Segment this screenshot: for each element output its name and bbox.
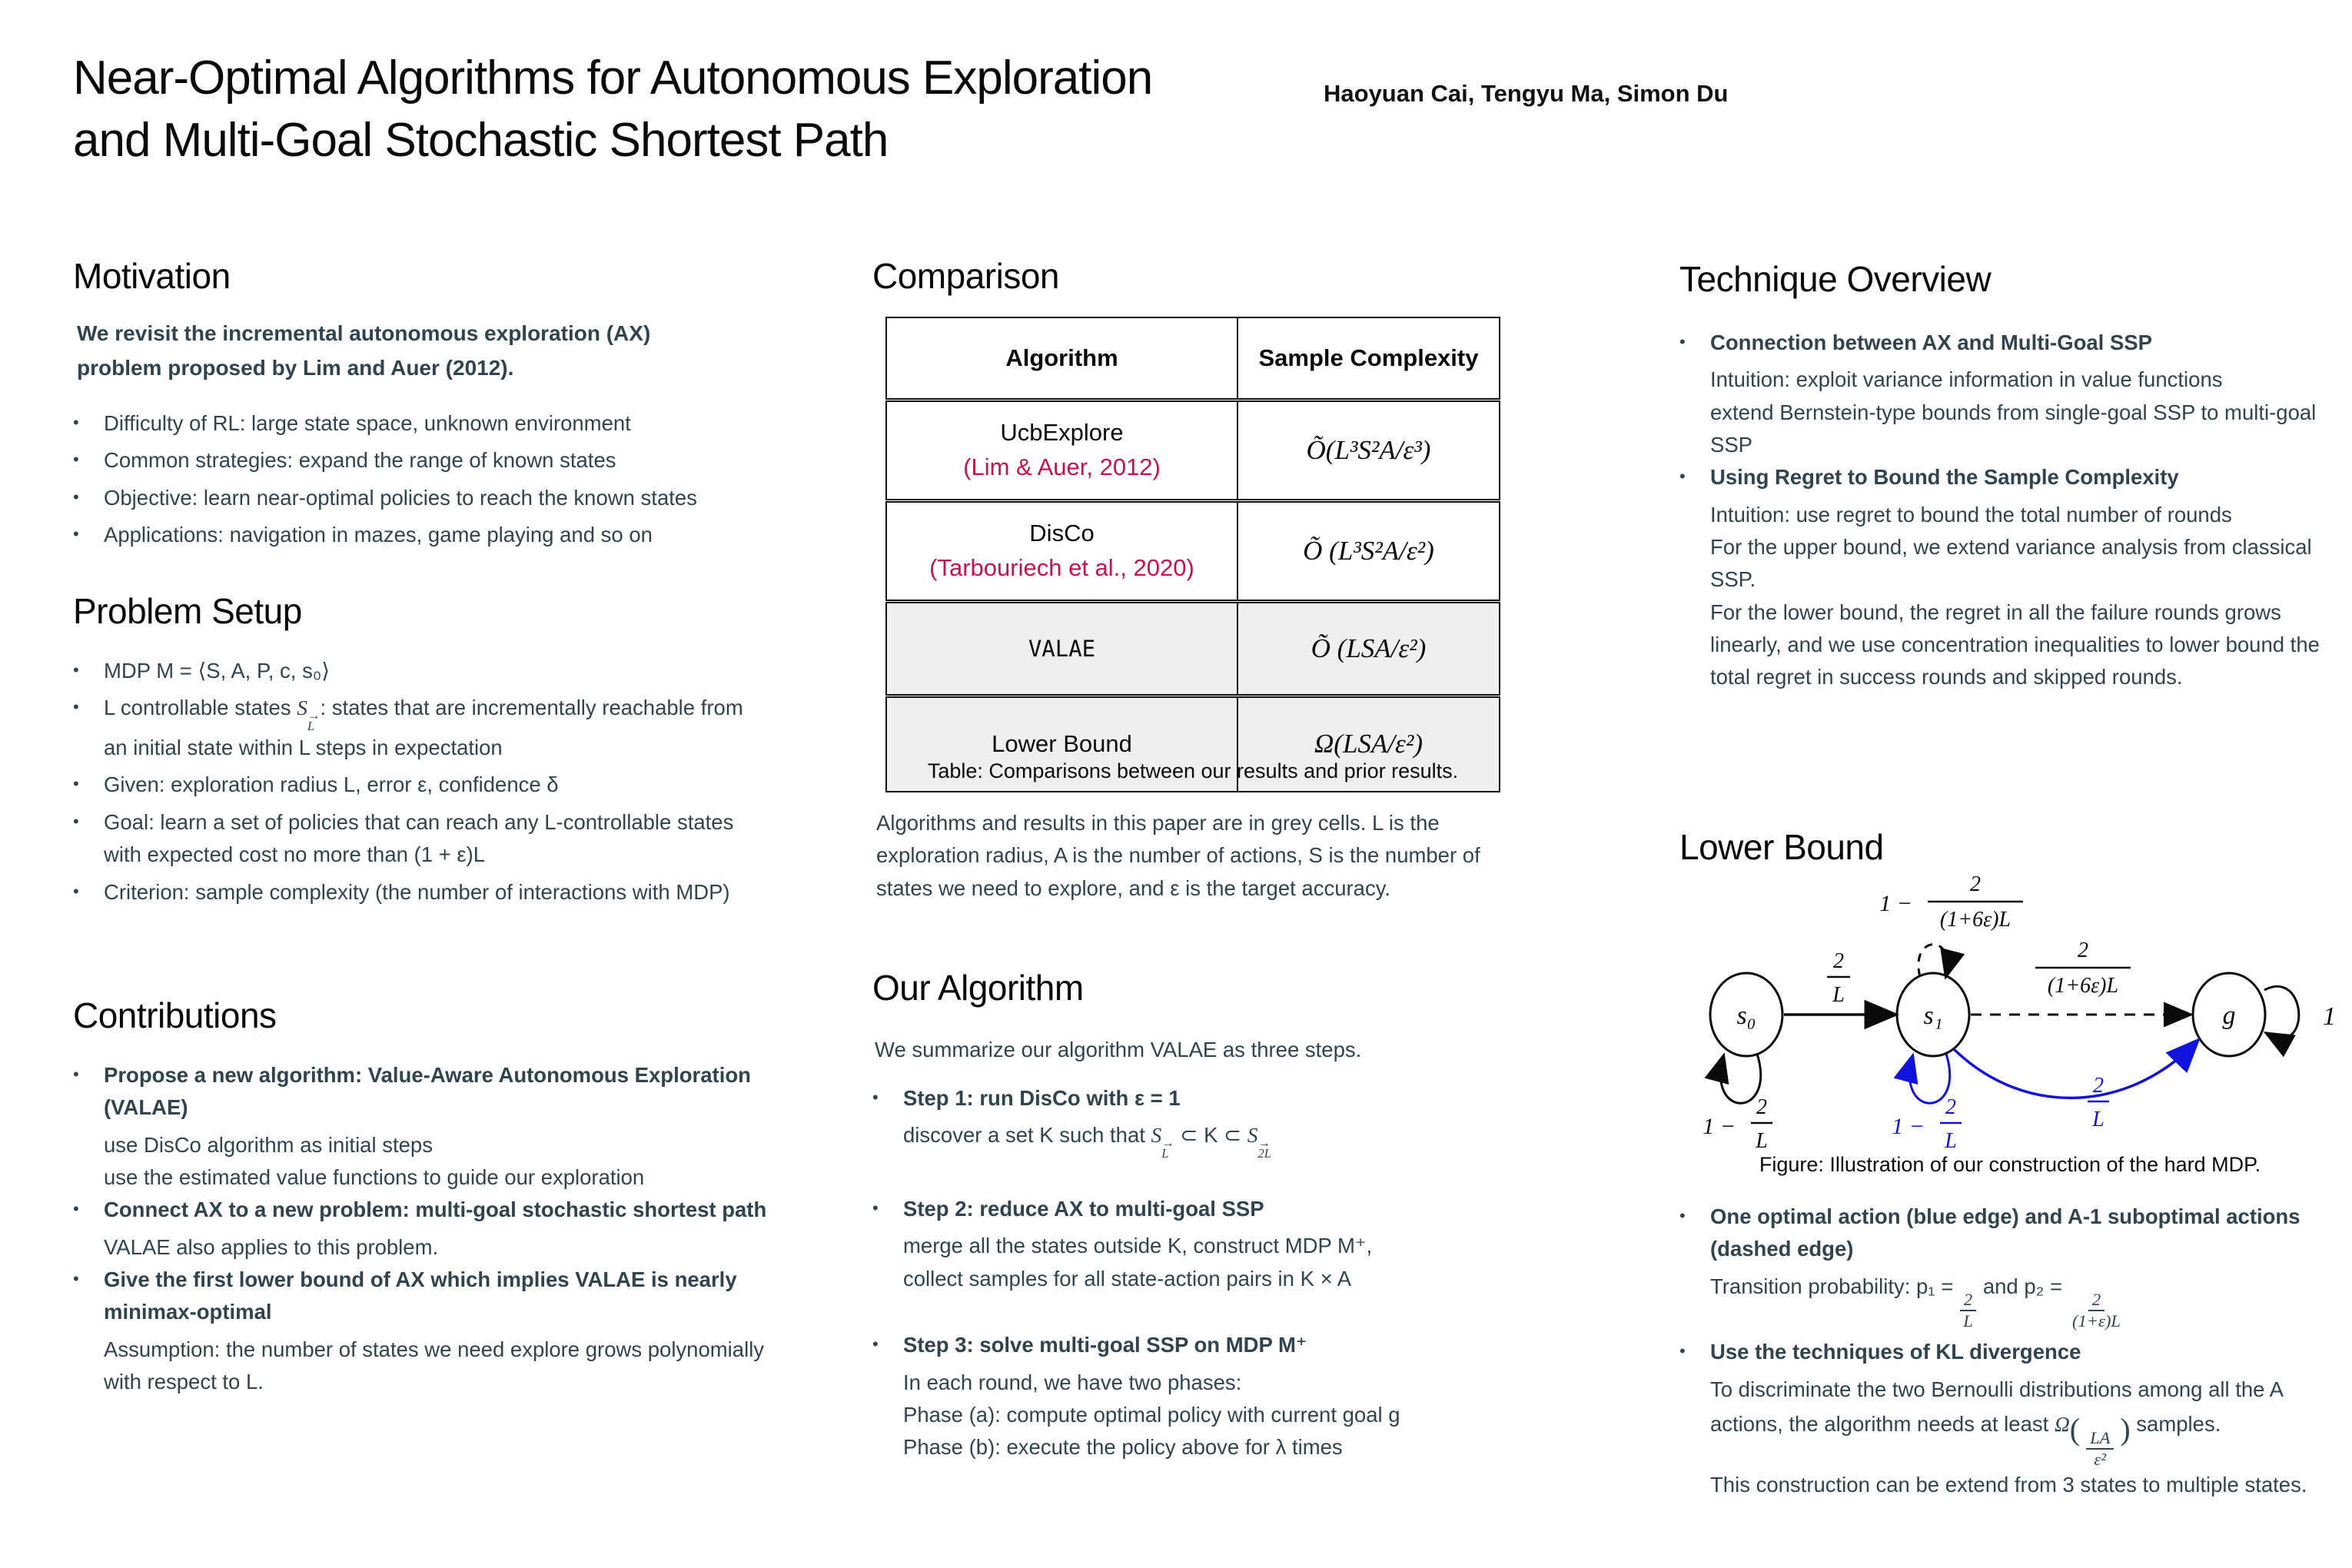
list-item xyxy=(872,1193,1564,1225)
sub-line: use the estimated value functions to guide our exploration xyxy=(104,1165,645,1190)
edge-label-prefix: 1 − xyxy=(1892,1114,1925,1139)
list-item xyxy=(1679,1336,2340,1368)
math-symbol: S xyxy=(1151,1123,1162,1148)
contribution-item xyxy=(73,1059,772,1194)
edge-s1-g-blue xyxy=(1954,1041,2197,1098)
sub-line: Phase (b): execute the policy above for λ times xyxy=(903,1435,1343,1460)
list-item xyxy=(73,1194,772,1226)
heading-comparison: Comparison xyxy=(872,256,1059,296)
list-item xyxy=(1679,1201,2340,1266)
sub-line xyxy=(1710,1271,2340,1332)
sub-line: extend Bernstein-type bounds from single-goal SSP to multi-goal SSP xyxy=(1710,400,2317,457)
heading-problem-setup: Problem Setup xyxy=(73,591,302,631)
complexity-cell: Õ (LSA/ε²) xyxy=(1237,601,1500,696)
edge-label-num: 2 xyxy=(2078,938,2088,962)
edge-s0-self xyxy=(1721,1054,1761,1103)
algorithm-name: Lower Bound xyxy=(992,729,1132,757)
bullet-text: Applications: navigation in mazes, game playing and so on xyxy=(104,523,653,547)
table-header-row xyxy=(886,317,1500,400)
edge-label-den: L xyxy=(2092,1108,2105,1131)
fraction xyxy=(1959,1290,1977,1331)
complexity-cell: Ω(LSA/ε²) xyxy=(1237,696,1500,791)
fraction-den: L xyxy=(1963,1311,1973,1331)
bullet-icon: • xyxy=(872,1334,879,1354)
step-bold-text: Step 3: solve multi-goal SSP on MDP M⁺ xyxy=(903,1333,1307,1357)
edge-label: 1 xyxy=(2323,1002,2336,1031)
sub-line: Phase (a): compute optimal policy with current goal g xyxy=(903,1402,1400,1427)
step-item xyxy=(872,1082,1564,1159)
bullet-icon: • xyxy=(73,774,79,794)
authors: Haoyuan Cai, Tengyu Ma, Simon Du xyxy=(1324,80,1729,107)
fraction xyxy=(2086,1428,2114,1470)
text-run: Transition probability: p₁ = xyxy=(1710,1274,1954,1298)
list-item xyxy=(73,655,765,687)
left-paren: ( xyxy=(2069,1412,2081,1447)
edge-label-den: L xyxy=(1945,1129,1957,1153)
our-algorithm-steps xyxy=(872,1082,1564,1464)
math-symbol: S xyxy=(297,696,307,720)
edge-label-num: 2 xyxy=(1945,1095,1956,1119)
step-item xyxy=(872,1193,1564,1295)
bullet-icon: • xyxy=(73,811,79,831)
text-run: To discriminate the two Bernoulli distributions among all the A actions, the algorithm needs at least xyxy=(1710,1377,2283,1436)
sub-line: collect samples for all state-action pairs in K × A xyxy=(903,1266,1352,1291)
list-item xyxy=(73,482,765,514)
bullet-icon: • xyxy=(73,450,79,470)
list-item xyxy=(73,692,765,764)
bullet-bold-text: Give the first lower bound of AX which implies VALAE is nearly minimax-optimal xyxy=(104,1267,737,1324)
edge-label-den: (1+6ε)L xyxy=(1939,908,2011,932)
bullet-icon: • xyxy=(73,487,79,507)
bullet-icon: • xyxy=(73,1269,79,1289)
step-item xyxy=(872,1329,1564,1463)
superscript: → xyxy=(307,709,321,723)
text-run: samples. xyxy=(2130,1411,2221,1436)
technique-item xyxy=(1679,461,2333,693)
math-symbol: S xyxy=(1247,1123,1258,1148)
fraction xyxy=(2068,1290,2124,1331)
sub-line xyxy=(1710,1374,2340,1470)
figure-caption: Figure: Illustration of our construction of the hard MDP. xyxy=(1759,1153,2261,1176)
edge-s1-self-blue xyxy=(1910,1054,1950,1103)
edge-label-num: 2 xyxy=(2093,1074,2104,1098)
bullet-icon: • xyxy=(872,1198,879,1218)
edge-label-num: 2 xyxy=(1970,872,1981,896)
complexity-cell: Õ(L³S²A/ε³) xyxy=(1237,400,1500,501)
title-line-2: and Multi-Goal Stochastic Shortest Path xyxy=(73,113,889,167)
omega-symbol: Ω xyxy=(2054,1411,2070,1436)
table-caption: Table: Comparisons between our results and prior results. xyxy=(927,759,1459,782)
bullet-icon: • xyxy=(73,1065,79,1084)
algorithm-cell xyxy=(886,400,1237,501)
title-line-1: Near-Optimal Algorithms for Autonomous Exploration xyxy=(73,51,1153,105)
list-item xyxy=(872,1329,1564,1361)
bullet-icon: • xyxy=(872,1088,879,1107)
algorithm-citation: (Lim & Auer, 2012) xyxy=(963,453,1161,480)
bullet-text: Common strategies: expand the range of known states xyxy=(104,448,616,473)
technique-list xyxy=(1679,327,2333,694)
list-item xyxy=(73,806,765,872)
heading-lower-bound: Lower Bound xyxy=(1679,827,1884,867)
sub-line: VALAE also applies to this problem. xyxy=(104,1234,439,1259)
col-header-sample-complexity: Sample Complexity xyxy=(1237,317,1500,400)
heading-our-algorithm: Our Algorithm xyxy=(872,968,1084,1008)
bullet-icon: • xyxy=(73,660,79,679)
bullet-text: Goal: learn a set of policies that can reach any L-controllable states with expected cost no more than (1 + ε)L xyxy=(104,809,734,867)
bullet-icon: • xyxy=(73,881,79,901)
fraction-den: (1+ε)L xyxy=(2072,1311,2121,1331)
contribution-item xyxy=(73,1264,772,1398)
bullet-bold-text: Propose a new algorithm: Value-Aware Autonomous Exploration (VALAE) xyxy=(104,1063,751,1120)
table-note: Algorithms and results in this paper are in grey cells. L is the exploration radius, A is the number of actions, S is the number of states we need to explore, and ε is the target accuracy. xyxy=(876,811,1480,900)
sub-line: For the lower bound, the regret in all the failure rounds grows linearly, and we use concentration inequalities to lower bound the total regret in success rounds and skipped rounds. xyxy=(1710,600,2320,689)
heading-technique-overview: Technique Overview xyxy=(1679,259,1992,299)
sub-line xyxy=(903,1119,1564,1159)
step-bold-text: Step 1: run DisCo with ε = 1 xyxy=(903,1086,1181,1110)
bullet-text xyxy=(104,692,765,764)
fraction-num: 2 xyxy=(1960,1290,1976,1311)
state-g-label: g xyxy=(2222,1002,2236,1030)
bullet-icon: • xyxy=(73,413,79,432)
edge-g-self xyxy=(2264,986,2299,1038)
bullet-text: Objective: learn near-optimal policies to reach the known states xyxy=(104,485,697,510)
algorithm-cell xyxy=(886,601,1237,696)
bullet-icon: • xyxy=(1679,1341,1686,1361)
sub-line: This construction can be extend from 3 states to multiple states. xyxy=(1710,1473,2307,1497)
hard-mdp-figure xyxy=(1668,865,2344,1157)
bullet-icon: • xyxy=(1679,1206,1686,1225)
bullet-icon: • xyxy=(73,1199,79,1219)
fraction-den: ε² xyxy=(2094,1449,2107,1469)
bullet-text: Difficulty of RL: large state space, unknown environment xyxy=(104,411,631,435)
supsub xyxy=(1258,1138,1271,1159)
bullet-icon: • xyxy=(73,697,79,717)
edge-label-prefix: 1 − xyxy=(1703,1114,1736,1139)
complexity-cell: Õ (L³S²A/ε²) xyxy=(1237,500,1500,601)
fraction-num: LA xyxy=(2086,1428,2114,1450)
our-algorithm-intro: We summarize our algorithm VALAE as three steps. xyxy=(875,1038,1362,1061)
list-item xyxy=(73,769,765,801)
edge-label-prefix: 1 − xyxy=(1879,891,1912,916)
table-row-highlighted xyxy=(886,601,1500,696)
motivation-intro: We revisit the incremental autonomous exploration (AX) problem proposed by Lim and Auer (2012). xyxy=(77,321,651,380)
bullet-bold-text: One optimal action (blue edge) and A-1 suboptimal actions (dashed edge) xyxy=(1710,1204,2301,1261)
bullet-bold-text: Connect AX to a new problem: multi-goal stochastic shortest path xyxy=(104,1198,767,1222)
sub-line: use DisCo algorithm as initial steps xyxy=(104,1132,433,1157)
state-s0-label: s₀ xyxy=(1736,1002,1756,1030)
state-s1-label: s₁ xyxy=(1923,1002,1943,1030)
table-row xyxy=(886,400,1500,501)
table-row xyxy=(886,500,1500,601)
bullet-icon: • xyxy=(73,524,79,544)
subscript: L xyxy=(1161,1146,1169,1161)
text-run: : states that are incrementally reachable from an initial state within L steps in expectation xyxy=(104,696,743,760)
list-item xyxy=(73,1264,772,1329)
sub-line: Intuition: exploit variance information in value functions xyxy=(1710,367,2223,392)
lower-bound-item xyxy=(1679,1201,2340,1331)
text-run: and p₂ = xyxy=(1982,1274,2063,1298)
bullet-bold-text: Connection between AX and Multi-Goal SSP xyxy=(1710,331,2152,354)
superscript: → xyxy=(1161,1136,1174,1151)
list-item xyxy=(73,876,765,909)
subscript: 2L xyxy=(1257,1146,1271,1161)
poster-title xyxy=(73,48,1318,171)
list-item xyxy=(73,407,765,440)
algorithm-name: VALAE xyxy=(1028,635,1096,662)
sub-line: Intuition: use regret to bound the total number of rounds xyxy=(1710,502,2232,527)
sub-line: Assumption: the number of states we need explore grows polynomially with respect to L. xyxy=(104,1337,765,1394)
col-header-algorithm: Algorithm xyxy=(886,317,1237,400)
text-run: ⊂ K ⊂ xyxy=(1174,1123,1247,1148)
heading-contributions: Contributions xyxy=(73,995,277,1035)
text-run: discover a set K such that xyxy=(903,1123,1151,1148)
list-item xyxy=(872,1082,1564,1115)
fraction-num: 2 xyxy=(2088,1290,2105,1311)
edge-label-num: 2 xyxy=(1833,949,1844,973)
right-paren: ) xyxy=(2120,1412,2131,1447)
comparison-table xyxy=(885,317,1500,792)
supsub xyxy=(1161,1138,1174,1159)
step-bold-text: Step 2: reduce AX to multi-goal SSP xyxy=(903,1197,1264,1221)
contributions-list xyxy=(73,1059,772,1398)
supsub xyxy=(307,710,321,732)
bullet-text: MDP M = ⟨S, A, P, c, s₀⟩ xyxy=(104,659,330,683)
algorithm-cell xyxy=(886,500,1237,601)
sub-line: In each round, we have two phases: xyxy=(903,1370,1242,1394)
algorithm-citation: (Tarbouriech et al., 2020) xyxy=(929,553,1194,581)
edge-label-den: L xyxy=(1756,1129,1768,1153)
list-item xyxy=(73,1059,772,1125)
list-item xyxy=(1679,327,2333,359)
algorithm-name: DisCo xyxy=(1029,519,1095,546)
bullet-bold-text: Use the techniques of KL divergence xyxy=(1710,1340,2081,1364)
list-item xyxy=(1679,461,2333,493)
edge-label-num: 2 xyxy=(1756,1095,1767,1119)
subscript: L xyxy=(307,719,315,734)
text-run: L controllable states xyxy=(104,696,297,720)
list-item xyxy=(73,444,765,477)
bullet-bold-text: Using Regret to Bound the Sample Complexity xyxy=(1710,465,2179,490)
sub-line: merge all the states outside K, construct MDP M⁺, xyxy=(903,1234,1373,1258)
bullet-icon: • xyxy=(1679,467,1686,487)
edge-label-den: L xyxy=(1832,983,1845,1007)
list-item xyxy=(73,519,765,551)
technique-item xyxy=(1679,327,2333,461)
heading-motivation: Motivation xyxy=(73,256,231,296)
problem-setup-bullets xyxy=(73,655,765,913)
edge-label-den: (1+6ε)L xyxy=(2047,974,2119,998)
algorithm-name: UcbExplore xyxy=(1000,419,1124,446)
motivation-bullets xyxy=(73,407,765,556)
lower-bound-item xyxy=(1679,1336,2340,1502)
bullet-text: Given: exploration radius L, error ε, confidence δ xyxy=(104,772,559,797)
bullet-icon: • xyxy=(1679,332,1686,351)
superscript: → xyxy=(1257,1136,1271,1151)
bullet-text: Criterion: sample complexity (the number of interactions with MDP) xyxy=(104,879,730,904)
lower-bound-list xyxy=(1679,1201,2340,1502)
sub-line: For the upper bound, we extend variance analysis from classical SSP. xyxy=(1710,535,2312,592)
contribution-item xyxy=(73,1194,772,1264)
